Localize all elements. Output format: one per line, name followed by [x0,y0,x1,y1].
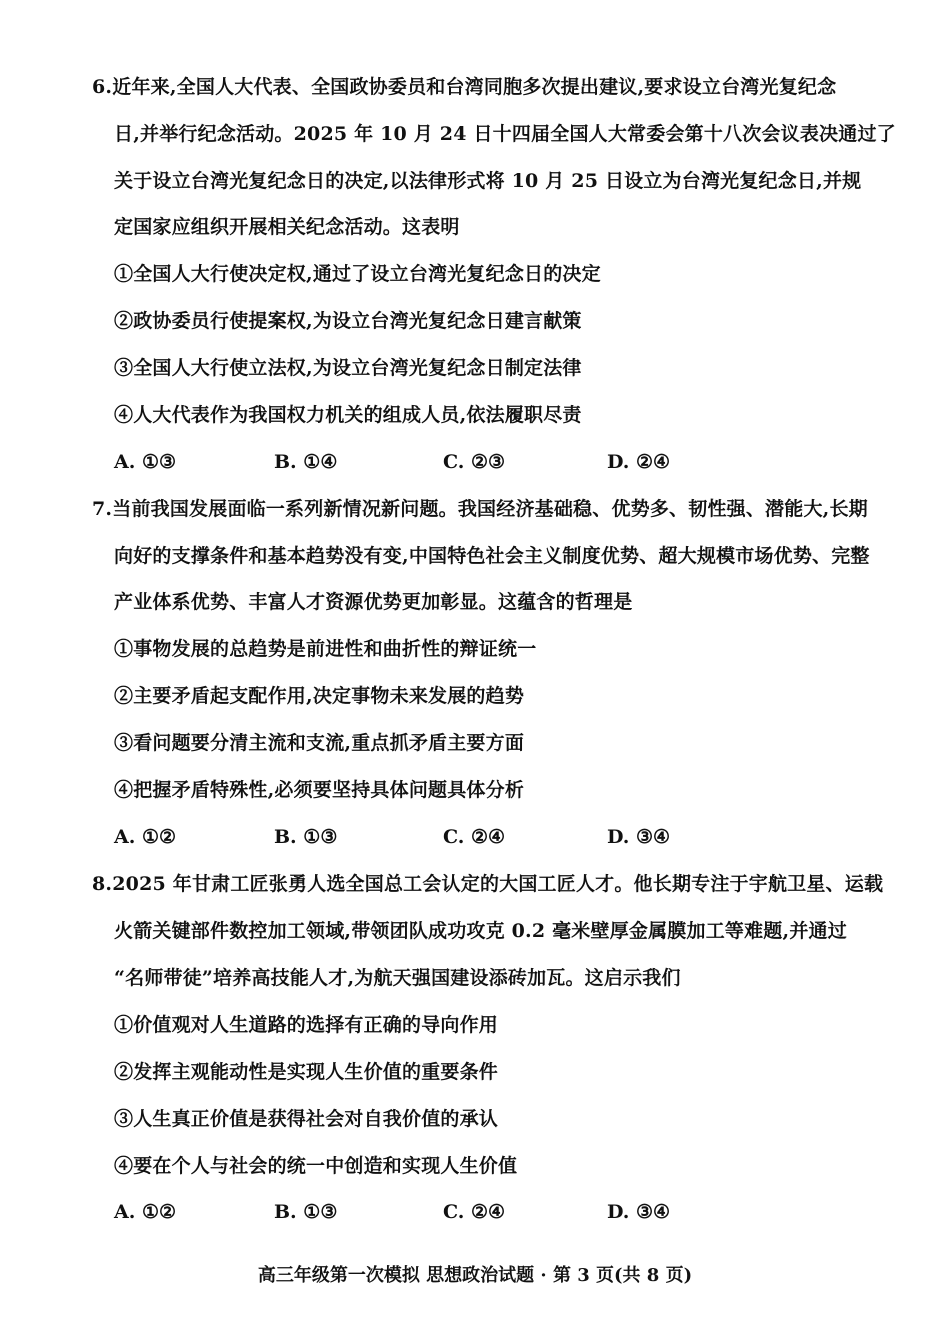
question-7-option-1: ①事物发展的总趋势是前进性和曲折性的辩证统一 [114,638,537,660]
question-8-stem-line-1 [92,872,883,896]
question-8-option-4: ④要在个人与社会的统一中创造和实现人生价值 [114,1155,518,1177]
question-8-stem-line-2: 火箭关键部件数控加工领域,带领团队成功攻克 0.2 毫米壁厚金属膜加工等难题,并通过 [114,920,847,942]
question-8-option-3: ③人生真正价值是获得社会对自我价值的承认 [114,1108,499,1130]
question-7-stem-line-2: 向好的支撑条件和基本趋势没有变,中国特色社会主义制度优势、超大规模市场优势、完整 [114,545,870,567]
question-6-option-1: ①全国人大行使决定权,通过了设立台湾光复纪念日的决定 [114,263,601,285]
question-6-stem-line-4: 定国家应组织开展相关纪念活动。这表明 [114,216,460,238]
question-7-choice-b: B. ①③ [274,826,338,848]
question-8-choice-d: D. ③④ [607,1201,671,1223]
question-6-choice-d: D. ②④ [607,451,671,473]
question-6-choice-c: C. ②③ [443,451,506,473]
page-footer: 高三年级第一次模拟 思想政治试题 · 第 3 页(共 8 页) [257,1265,693,1286]
question-6-stem-line-1 [92,75,836,99]
question-number: 8. [92,873,113,895]
question-6-option-2: ②政协委员行使提案权,为设立台湾光复纪念日建言献策 [114,310,582,332]
question-6-choice-b: B. ①④ [274,451,338,473]
question-7-option-2: ②主要矛盾起支配作用,决定事物未来发展的趋势 [114,685,525,707]
question-7-choice-a: A. ①② [114,826,177,848]
question-8-choice-b: B. ①③ [274,1201,338,1223]
question-number: 7. [92,498,113,520]
question-6-choice-a: A. ①③ [114,451,177,473]
question-6-stem-line-2: 日,并举行纪念活动。2025 年 10 月 24 日十四届全国人大常委会第十八次会议表决通过了 [114,123,896,145]
question-8-choice-a: A. ①② [114,1201,177,1223]
question-number: 6. [92,76,113,98]
question-stem-text: 近年来,全国人大代表、全国政协委员和台湾同胞多次提出建议,要求设立台湾光复纪念 [112,76,837,98]
question-7-choice-c: C. ②④ [443,826,506,848]
question-6-stem-line-3: 关于设立台湾光复纪念日的决定,以法律形式将 10 月 25 日设立为台湾光复纪念日,并规 [114,170,862,192]
question-8-option-2: ②发挥主观能动性是实现人生价值的重要条件 [114,1061,499,1083]
question-stem-text: 当前我国发展面临一系列新情况新问题。我国经济基础稳、优势多、韧性强、潜能大,长期 [112,498,868,520]
question-stem-text: 2025 年甘肃工匠张勇人选全国总工会认定的大国工匠人才。他长期专注于宇航卫星、运载 [112,873,884,895]
question-8-option-1: ①价值观对人生道路的选择有正确的导向作用 [114,1014,499,1036]
question-8-choice-c: C. ②④ [443,1201,506,1223]
question-7-option-4: ④把握矛盾特殊性,必须要坚持具体问题具体分析 [114,779,525,801]
question-6-option-3: ③全国人大行使立法权,为设立台湾光复纪念日制定法律 [114,357,582,379]
question-8-stem-line-3: “名师带徒”培养高技能人才,为航天强国建设添砖加瓦。这启示我们 [114,967,681,989]
question-7-option-3: ③看问题要分清主流和支流,重点抓矛盾主要方面 [114,732,525,754]
question-7-stem-line-1 [92,497,868,521]
question-7-choice-d: D. ③④ [607,826,671,848]
question-6-option-4: ④人大代表作为我国权力机关的组成人员,依法履职尽责 [114,404,582,426]
question-7-stem-line-3: 产业体系优势、丰富人才资源优势更加彰显。这蕴含的哲理是 [114,591,633,613]
